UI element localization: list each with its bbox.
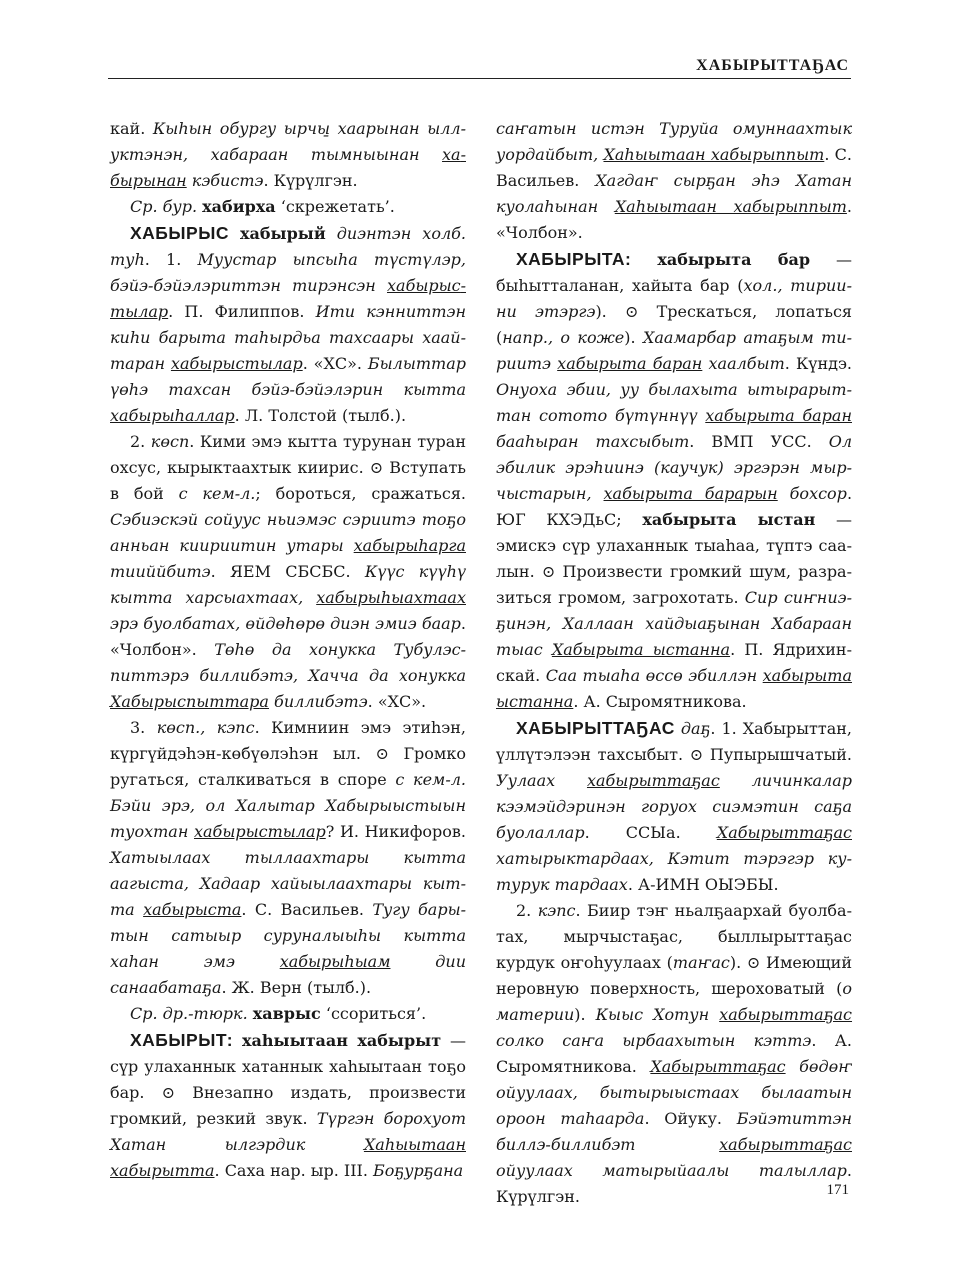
text-run: . А. Сыромятникова. xyxy=(496,1031,852,1076)
italic-text: Кыһын обургу ырчы̱ хаарынан ыллуктэнэн, хабараан тымныынан xyxy=(110,119,467,164)
headword: ХАБЫРЫС xyxy=(130,223,229,243)
text-run: — эмискэ сүр улаханнык тыаһаа, түптэ саалын. ⊙ Произвести громкий шум, разразиться громом, загрохотать. xyxy=(496,510,852,607)
italic-text: Сир сиҥниэҕинэн, Халлаан хайдыаҕынан Хабараан тыас xyxy=(496,588,853,659)
italic-text: Онуоха эбии, уу былахыта ытырарыттан сотото бүтүннүү xyxy=(496,380,852,425)
italic-text: хатырыктардаах, Кэтит тэрэгэр кутурук тардаах xyxy=(496,849,852,894)
italic-text: личинкалар кээмэйдэринэн горуох сиэмэтин саҕа буолаллар xyxy=(496,771,852,842)
underlined-example: Хабырыттаҕас xyxy=(716,823,852,842)
bold-term: хабырыта ыстан xyxy=(642,510,816,529)
italic-text: Ити кэнниттэн киһи барыта таһырдьа тахсаары хаайтаран xyxy=(110,302,466,373)
text-run: 2. xyxy=(516,901,538,920)
underlined-example: хабырыстылар xyxy=(193,822,326,841)
underlined-example: Хаһыытаан хабырытта xyxy=(110,1135,466,1180)
text-run: . ЯЕМ СБСБС. xyxy=(210,562,365,581)
text-run: . А-ИМН ОЫЭБЫ. xyxy=(627,875,779,894)
underlined-example: хабырыста xyxy=(143,900,242,919)
italic-text: хаалбыт xyxy=(702,354,785,373)
italic-text: диэнтэн холб. туһ xyxy=(110,224,466,269)
italic-text: Хатыылаах тыллаахтары кытта аагыста, Хадаар хайыылаахтары кытта xyxy=(110,848,466,919)
italic-text: Муустар ыпсыһа түстүлэр, бэйэ-бэйэлэриттэн тирэнсэн xyxy=(110,250,466,295)
underlined-example: хабырынан xyxy=(110,145,466,190)
right-column xyxy=(496,116,852,1210)
italic-text: Төһө да хонукка Тубулэспиттэрэ биллибэтэ, Хачча да хонукка xyxy=(110,640,467,685)
text-run: . Ж. Верн (тылб.). xyxy=(221,978,372,997)
italic-text: Кыыс Хотун xyxy=(595,1005,720,1024)
text-run: . П. Филиппов. xyxy=(168,302,316,321)
underlined-example: хабырыстылар xyxy=(170,354,303,373)
bold-term: хабырыта бар xyxy=(657,250,811,269)
text-run: ). ⊙ Имеющий неровную поверхность, шероховатый ( xyxy=(496,953,852,998)
underlined-example: хабырыһаллар xyxy=(110,406,235,425)
headword: ХАБЫРЫТА: xyxy=(516,249,632,269)
italic-text: Түргэн борохуот Хатан ылгэрдик xyxy=(110,1109,466,1154)
text-run: . П. Ядрихинскай. xyxy=(496,640,852,685)
running-head xyxy=(108,56,851,79)
text-run: . С. Васильев. xyxy=(496,145,853,190)
text-run: . ВМП УСС. xyxy=(689,432,829,451)
text-run: ). xyxy=(624,328,643,347)
italic-text: Бэйи эрэ, ол Халытар Хабырыыстыын туохтан xyxy=(110,796,466,841)
italic-text: Хагдаҥ сырҕан эһэ Хатан куолаһынан xyxy=(496,171,852,216)
left-column xyxy=(110,116,466,1184)
underlined-example: Хабырыспыттара xyxy=(110,692,269,711)
bold-term: хаһыытаан хабырыт xyxy=(242,1031,442,1050)
italic-text: Күүс күүһү кытта харсыахтаах, xyxy=(110,562,467,607)
underlined-example: хабырыттаҕас xyxy=(719,1135,852,1154)
italic-text: бохсор xyxy=(777,484,847,503)
underlined-example: хабырыһыахтаах xyxy=(316,588,466,607)
dictionary-paragraph xyxy=(110,220,466,429)
text-run: . «Чолбон». xyxy=(110,614,466,659)
dictionary-paragraph xyxy=(496,715,852,898)
italic-text: бааһыран тахсыбыт xyxy=(496,432,690,451)
italic-text: с кем-л. xyxy=(395,770,466,789)
underlined-example: хабырыта барарын xyxy=(603,484,778,503)
italic-text: көсп., кэпс xyxy=(156,718,255,737)
italic-text: Уулаах xyxy=(496,771,587,790)
text-run xyxy=(326,224,337,243)
underlined-example: хабырыстылар xyxy=(110,276,466,321)
text-run: . ССЫа. xyxy=(584,823,717,842)
text-run: ‘ссориться’. xyxy=(320,1004,427,1023)
text-run: . А. Сыромятникова. xyxy=(573,692,747,711)
italic-text: ойуулаах матырыйаалы талыллар xyxy=(496,1161,847,1180)
italic-text: Хаамарбар атаҕым тириитэ xyxy=(496,328,853,373)
text-run: . «Чолбон». xyxy=(496,197,852,242)
italic-text: напр., о коже xyxy=(502,328,625,347)
bold-term: хабырый xyxy=(239,224,326,243)
text-run: . Ойуку. xyxy=(644,1109,737,1128)
text-run: . Л. Толстой (тылб.). xyxy=(234,406,407,425)
dictionary-paragraph xyxy=(496,116,852,246)
italic-text: эрэ буолбатах, өйдөһөрө диэн эмиэ баар xyxy=(110,614,461,633)
underlined-example: хабырыттаҕас xyxy=(586,771,720,790)
underlined-example: Хабырыта ыстанна xyxy=(551,640,731,659)
bold-term: хаврыс xyxy=(252,1004,321,1023)
underlined-example: Хаһыытаан хабырыппыт xyxy=(614,197,847,216)
text-run: . 1. Хабырыттан, үллүтэлээн тахсыбыт. ⊙ Пупырышчатый. xyxy=(496,719,852,764)
text-run xyxy=(631,250,657,269)
dictionary-paragraph xyxy=(110,1027,466,1184)
underlined-example: хабырыттаҕас xyxy=(719,1005,853,1024)
italic-text: солко саҥа ырбаахытын кэттэ xyxy=(496,1031,812,1050)
italic-text: Боҕурҕана xyxy=(373,1161,464,1180)
italic-text: дии санаабатаҕа xyxy=(110,952,466,997)
italic-text: Сэбиэскэй сойуус ньиэмэс сэриитэ тоҕо анньан киириитин утары xyxy=(110,510,466,555)
bold-term: хабирха xyxy=(202,197,276,216)
text-run: ). ⊙ Трескаться, лопаться ( xyxy=(496,302,852,347)
text-run: . «ХС». xyxy=(367,692,427,711)
text-run: . Кимниин эмэ этиһэн, күргүйдэһэн-көбүөлэһэн ыл. ⊙ Громко ругаться, сталкиваться в споре xyxy=(110,718,466,789)
running-title: ХАБЫРЫТТАҔАС xyxy=(696,57,849,74)
italic-text: с кем-л. xyxy=(178,484,256,503)
italic-text: Тугу барытын сатыыр суруналыыһы кытта хаһан эмэ xyxy=(110,900,467,971)
dictionary-paragraph xyxy=(496,246,852,715)
text-run: — быһытталанан, хайыта бар ( xyxy=(496,250,852,295)
text-run: кай. xyxy=(110,119,153,138)
italic-text: Бэйэтиттэн биллэ-биллибэт xyxy=(496,1109,853,1154)
underlined-example: хабырыта баран xyxy=(705,406,852,425)
italic-text: тииййбитэ xyxy=(110,562,211,581)
underlined-example: Хаһыытаан хабырыппыт xyxy=(603,145,825,164)
italic-text: кэбистэ xyxy=(186,171,264,190)
underlined-example: хабырыта ыстанна xyxy=(496,666,852,711)
italic-text: бөдөҥ ойуулаах, бытырыыстаах былаатын ороон таһаарда xyxy=(496,1057,852,1128)
text-run: . Саха нар. ыр. III. xyxy=(214,1161,374,1180)
text-run: ? И. Никифоров. xyxy=(325,822,466,841)
italic-text: даҕ xyxy=(680,719,711,738)
underlined-example: хабырыта баран xyxy=(557,354,703,373)
text-run: — сүр улаханнык хатаннык хаһыытаан тоҕо бар. ⊙ Внезапно издать, произвести громкий, резкий звук. xyxy=(110,1031,467,1128)
text-run: ‘скрежетать’. xyxy=(275,197,395,216)
text-run: . «ХС». xyxy=(302,354,368,373)
italic-text: таҥас xyxy=(672,953,730,972)
text-run: . Күндэ. xyxy=(784,354,853,373)
text-run: ). xyxy=(574,1005,596,1024)
text-run: . Кими эмэ кытта турунан туран охсус, кырыктаахтык киирис. ⊙ Вступать в бой xyxy=(110,432,466,503)
text-run: . 1. xyxy=(144,250,198,269)
italic-text: хол., тириини этэргэ xyxy=(496,276,852,321)
text-run: . С. Васильев. xyxy=(241,900,373,919)
page-number: 171 xyxy=(826,1182,849,1198)
italic-text: Саа тыаһа өссө эбиллэн xyxy=(545,666,763,685)
headword: ХАБЫРЫТ: xyxy=(130,1030,234,1050)
italic-text: кэпс xyxy=(537,901,576,920)
text-run xyxy=(229,224,240,243)
underlined-example: Хабырыттаҕас xyxy=(650,1057,786,1076)
italic-text: Былыттар үөһэ тахсан бэйэ-бэйэлэрин кытта xyxy=(110,354,466,399)
dictionary-paragraph xyxy=(110,1001,466,1027)
italic-text: көсп xyxy=(150,432,190,451)
dictionary-paragraph xyxy=(110,194,466,220)
dictionary-paragraph xyxy=(110,116,466,194)
text-run: 2. xyxy=(130,432,151,451)
text-run: ; бороться, сражаться. xyxy=(255,484,467,503)
italic-text: Ср. бур. xyxy=(130,197,198,216)
italic-text: Ср. др.-тюрк. xyxy=(130,1004,248,1023)
headword: ХАБЫРЫТТАҔАС xyxy=(516,718,675,738)
dictionary-paragraph xyxy=(496,898,852,1210)
text-run: . ЮГ КХЭДьС; xyxy=(496,484,853,529)
underlined-example: хабырыһарга xyxy=(353,536,466,555)
text-run xyxy=(233,1031,242,1050)
text-run: . Күрүлгэн. xyxy=(263,171,358,190)
text-run: 3. xyxy=(130,718,157,737)
dictionary-paragraph xyxy=(110,715,466,1001)
dictionary-paragraph xyxy=(110,429,466,715)
text-run: . Биир тэҥ ньалҕаархай буолбатах, мырчыстаҕас, быллырыттаҕас курдук оҥоһуулаах ( xyxy=(496,901,852,972)
underlined-example: хабырыһыам xyxy=(279,952,391,971)
italic-text: о материи xyxy=(496,979,852,1024)
italic-text: Ол эбилик эрэһиинэ (каучук) эргэрэн мырчыстарын, xyxy=(496,432,853,503)
italic-text: биллибэтэ xyxy=(268,692,368,711)
text-run: . Күрүлгэн. xyxy=(496,1161,852,1206)
italic-text: саҥатын истэн Туруйа омуннаахтык уордайбыт, xyxy=(496,119,852,164)
